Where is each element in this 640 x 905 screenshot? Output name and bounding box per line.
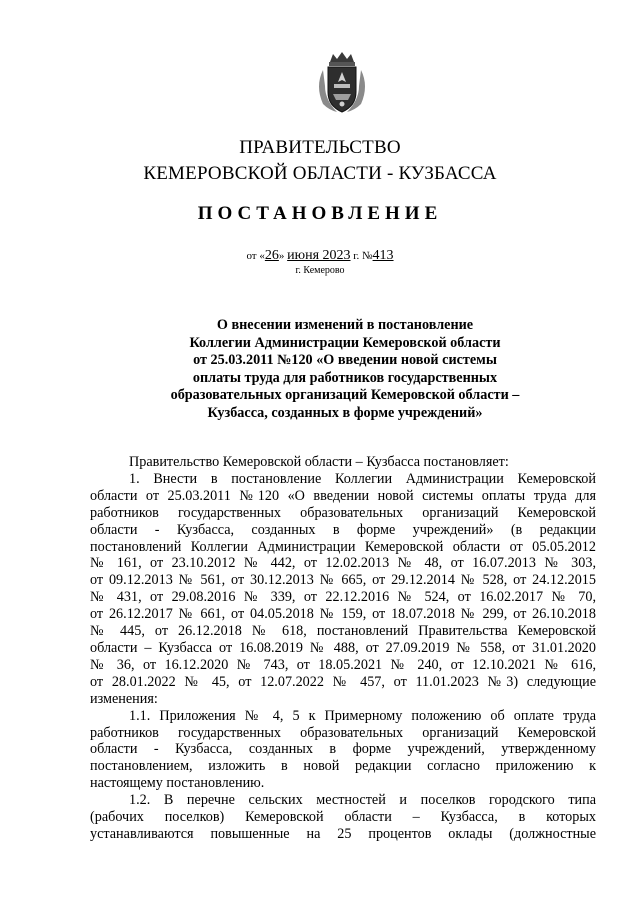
document-number: 413 [372, 248, 394, 263]
body-line: № 431, от 29.08.2016 № 339, от 22.12.2016 № 524, от 16.02.2017 № 70, [90, 589, 596, 606]
body-line: работников государственных образовательных организаций Кемеровской [90, 504, 596, 521]
title-line: оплаты труда для работников государственных [192, 369, 498, 386]
body-line: № 36, от 16.12.2020 № 743, от 18.05.2021 № 240, от 12.10.2021 № 616, [90, 656, 596, 673]
body-line: области – Кузбасса от 16.08.2019 № 488, от 27.09.2019 № 558, от 31.01.2020 [90, 639, 596, 656]
body-line: от 28.01.2022 № 45, от 12.07.2022 № 457, от 11.01.2023 №3) следующие [90, 673, 596, 690]
body-line: 1. Внести в постановление Коллегии Администрации Кемеровской [129, 470, 596, 487]
document-date-line [0, 248, 640, 264]
body-line: от 09.12.2013 № 561, от 30.12.2013 № 665, от 29.12.2014 № 528, от 24.12.2015 [90, 572, 596, 589]
body-line: № 445, от 26.12.2018 № 618, постановлений Правительства Кемеровской [90, 623, 596, 640]
title-line: Кузбасса, созданных в форме учреждений» [207, 404, 483, 421]
body-line: № 161, от 23.10.2012 № 442, от 12.02.2013 № 48, от 16.07.2013 № 303, [90, 555, 596, 572]
date-prefix: от « [246, 250, 265, 262]
body-line: изменения: [90, 690, 158, 707]
title-line: О внесении изменений в постановление [216, 317, 474, 333]
body-line: 1.2. В перечне сельских местностей и поселков городского типа [129, 792, 596, 809]
date-day: 26 [264, 248, 279, 263]
body-line: работников государственных образовательных организаций Кемеровской [90, 724, 596, 741]
date-mid: » [278, 250, 285, 262]
date-month-year: июня 2023 [287, 248, 351, 263]
date-year-suffix: г. № [353, 250, 373, 262]
body-line: постановлением, изложить в новой редакции согласно приложению к [90, 758, 596, 775]
title-line: Коллегии Администрации Кемеровской области [189, 334, 501, 351]
government-name-line2: КЕМЕРОВСКОЙ ОБЛАСТИ - КУЗБАССА [143, 163, 497, 184]
title-line: образовательных организаций Кемеровской области – [170, 387, 520, 403]
government-name-line1: ПРАВИТЕЛЬСТВО [239, 137, 401, 158]
body-line: (рабочих поселков) Кемеровской области – Кузбасса, в которых [90, 809, 596, 826]
title-line: от 25.03.2011 №120 «О введении новой системы [193, 352, 497, 368]
body-line: 1.1. Приложения № 4, 5 к Примерному положению об оплате труда [129, 707, 596, 724]
body-line: от 26.12.2017 № 661, от 04.05.2018 № 159, от 18.07.2018 № 299, от 26.10.2018 [90, 606, 596, 623]
body-line: устанавливаются повышенные на 25 процентов оклады (должностные [90, 825, 596, 842]
document-body [90, 454, 596, 843]
body-line: области - Кузбасса, созданных в форме учреждений, утвержденному [90, 741, 596, 758]
body-line: Правительство Кемеровской области – Кузбасса постановляет: [129, 454, 509, 470]
body-line: области - Кузбасса, созданных в форме учреждений» (в редакции [90, 521, 596, 538]
coat-of-arms-icon [313, 50, 371, 116]
body-line: настоящему постановлению. [90, 775, 265, 792]
document-type-heading: ПОСТАНОВЛЕНИЕ [197, 203, 443, 224]
body-line: области от 25.03.2011 №120 «О введении новой системы оплаты труда для [90, 487, 596, 504]
body-line: постановлений Коллегии Администрации Кемеровской области от 05.05.2012 [90, 538, 596, 555]
document-title [140, 317, 550, 422]
document-city: г. Кемерово [295, 265, 345, 276]
